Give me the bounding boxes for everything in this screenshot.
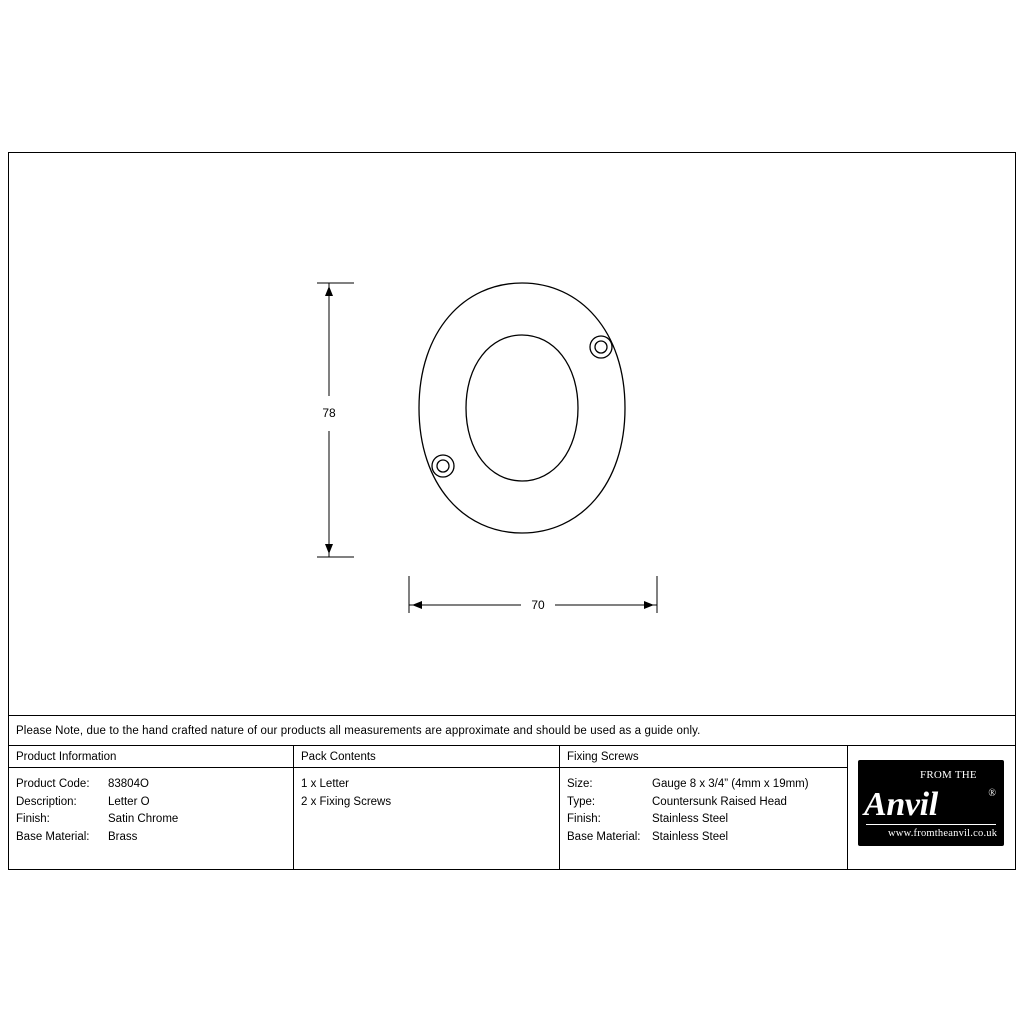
screw-size-value: Gauge 8 x 3/4” (4mm x 19mm) [652,778,809,790]
fixing-screws-column [560,746,848,869]
registered-trademark-icon: ® [988,788,996,799]
screw-base-material-label: Base Material: [567,830,641,843]
base-material-label: Base Material: [16,830,90,843]
width-dimension-label: 70 [531,598,545,612]
letter-o-product-outline [419,283,625,533]
screw-type-label: Type: [567,795,596,808]
pack-contents-heading: Pack Contents [294,746,559,768]
table-row [567,829,847,847]
finish-label: Finish: [16,813,50,825]
logo-divider [866,824,996,825]
list-item: 2 x Fixing Screws [301,795,392,808]
table-row [16,811,293,829]
fixing-hole-lower [432,455,454,477]
table-row [567,776,847,794]
description-value: Letter O [108,795,150,808]
finish-value: Satin Chrome [108,813,179,825]
from-the-anvil-logo [858,760,1004,846]
product-code-label: Product Code: [16,778,90,790]
list-item: 1 x Letter [301,778,349,790]
screw-finish-value: Stainless Steel [652,813,729,825]
pack-contents-column [294,746,560,869]
table-row [16,829,293,847]
brand-logo-column [848,746,1014,869]
product-information-column [9,746,294,869]
measurement-note-text: Please Note, due to the hand crafted nature of our products all measurements are approximate and should be used as a guide only. [16,724,701,737]
table-row [567,811,847,829]
product-code-value: 83804O [108,778,149,790]
table-row [16,794,293,812]
specification-table [9,745,1015,869]
drawing-sheet [8,152,1016,870]
height-dimension [317,283,354,557]
fixing-screws-heading: Fixing Screws [560,746,847,768]
logo-wordmark: Anvil [864,786,938,823]
screw-size-label: Size: [567,778,593,790]
screw-base-material-value: Stainless Steel [652,830,729,843]
logo-top-line: FROM THE [920,769,977,781]
table-row [567,794,847,812]
measurement-note-strip [9,715,1015,745]
logo-website-url: www.fromtheanvil.co.uk [888,828,998,839]
screw-finish-label: Finish: [567,813,601,825]
screw-type-value: Countersunk Raised Head [652,795,787,808]
product-information-heading: Product Information [9,746,293,768]
technical-drawing-area [9,153,1015,715]
height-dimension-label: 78 [322,406,336,420]
description-label: Description: [16,795,77,808]
base-material-value: Brass [108,830,138,843]
fixing-hole-upper [590,336,612,358]
table-row [16,776,293,794]
